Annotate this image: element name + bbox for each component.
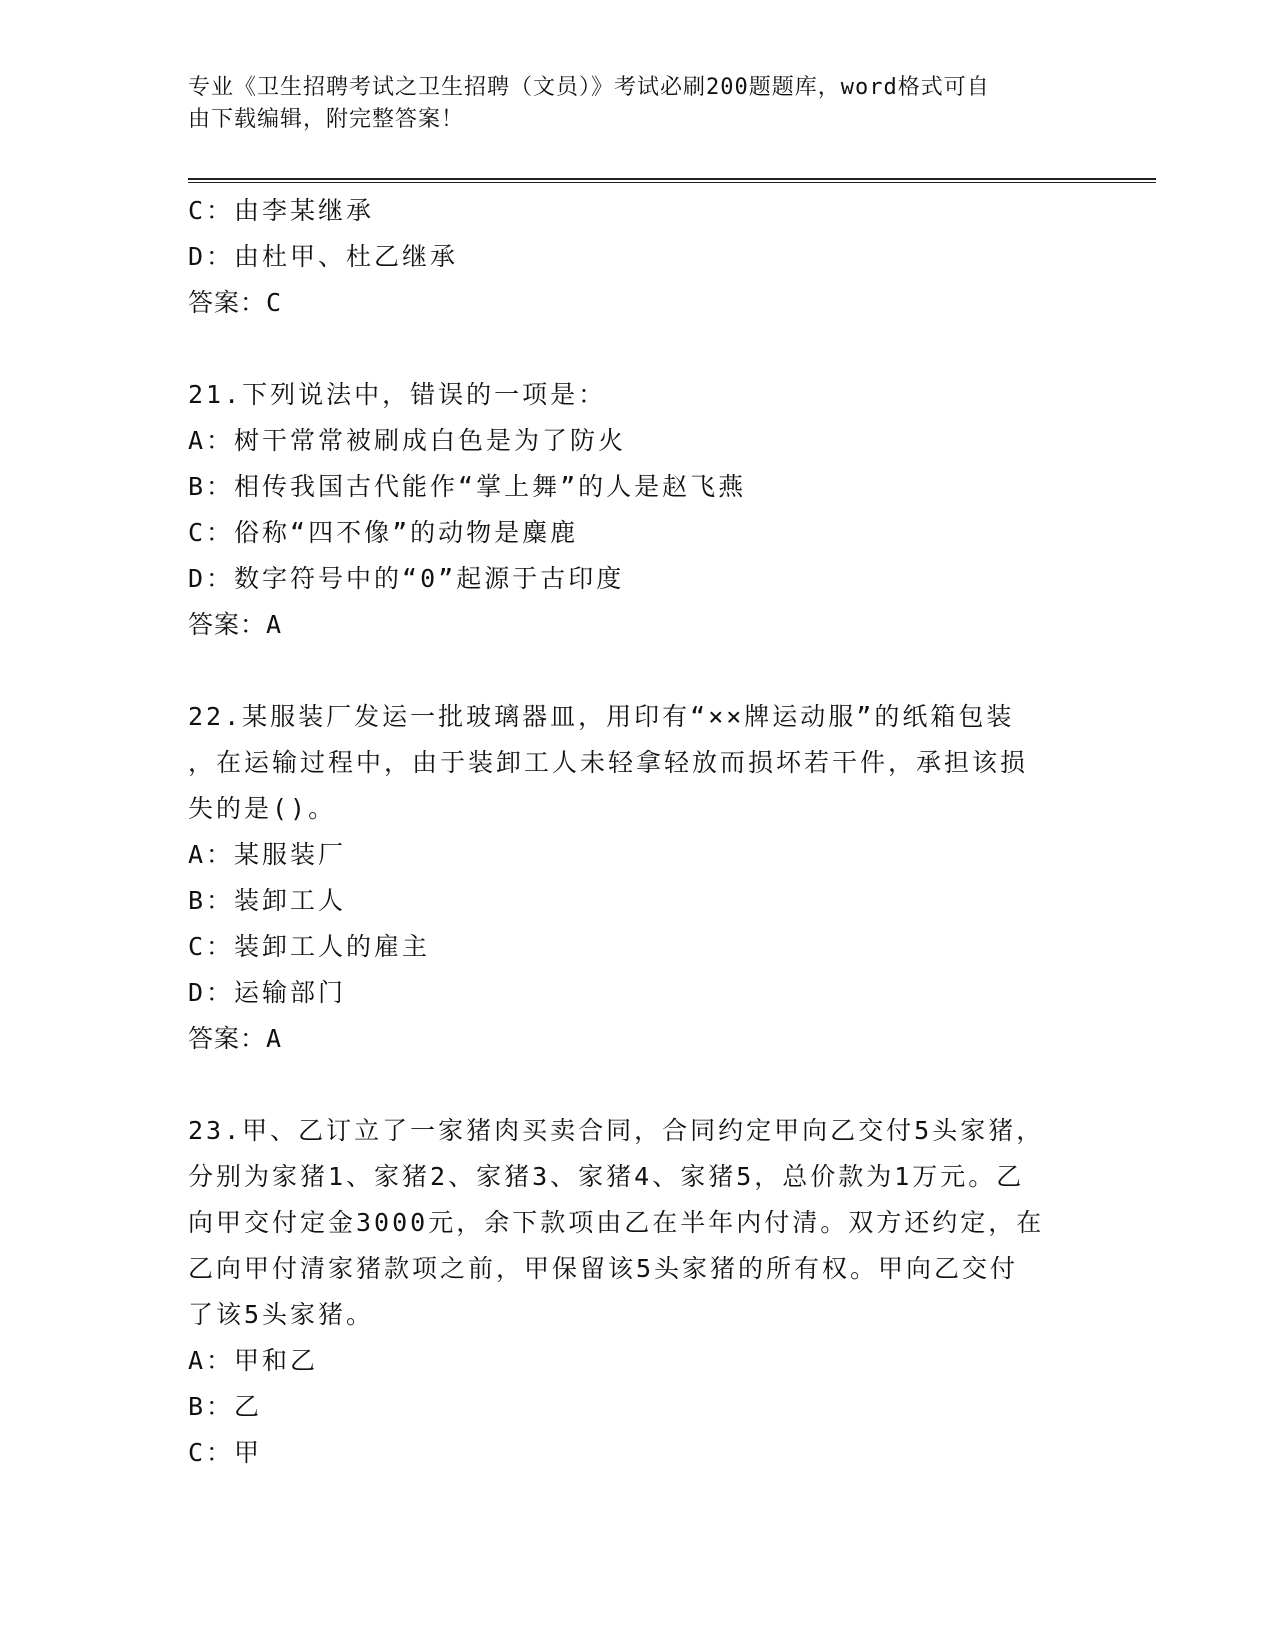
spacer — [188, 1062, 1088, 1108]
option-a: A：树干常常被刷成白色是为了防火 — [188, 426, 627, 455]
question-list — [188, 188, 1088, 1476]
option-b: B：装卸工人 — [188, 886, 347, 915]
header-title-line-2: 由下载编辑，附完整答案！ — [188, 107, 465, 132]
answer-label: 答案：A — [188, 1024, 283, 1053]
question-21 — [188, 372, 1088, 648]
option-d: D：运输部门 — [188, 978, 347, 1007]
question-stem-line-5: 了该5头家猪。 — [188, 1300, 375, 1329]
option-c: C：由李某继承 — [188, 196, 375, 225]
option-c: C：装卸工人的雇主 — [188, 932, 431, 961]
option-d: D：由杜甲、杜乙继承 — [188, 242, 459, 271]
question-23 — [188, 1108, 1088, 1476]
question-stem-line-1: 23.甲、乙订立了一家猪肉买卖合同，合同约定甲向乙交付5头家猪， — [188, 1116, 1045, 1145]
answer-label: 答案：A — [188, 610, 283, 639]
question-stem-line-4: 乙向甲付清家猪款项之前，甲保留该5头家猪的所有权。甲向乙交付 — [188, 1254, 1019, 1283]
option-a: A：甲和乙 — [188, 1346, 319, 1375]
question-stem-line-3: 向甲交付定金3000元，余下款项由乙在半年内付清。双方还约定，在 — [188, 1208, 1045, 1237]
question-stem-line-1: 22.某服装厂发运一批玻璃器皿，用印有“××牌运动服”的纸箱包装 — [188, 702, 1015, 731]
question-stem-line-2: 分别为家猪1、家猪2、家猪3、家猪4、家猪5，总价款为1万元。乙 — [188, 1162, 1025, 1191]
answer-label: 答案：C — [188, 288, 283, 317]
question-stem-line-3: 失的是()。 — [188, 794, 337, 823]
header-title-line-1: 专业《卫生招聘考试之卫生招聘（文员）》考试必刷200题题库，word格式可自 — [188, 75, 990, 100]
option-b: B：乙 — [188, 1392, 263, 1421]
option-a: A：某服装厂 — [188, 840, 347, 869]
spacer — [188, 648, 1088, 694]
option-c: C：俗称“四不像”的动物是麋鹿 — [188, 518, 579, 547]
question-22 — [188, 694, 1088, 1062]
question-stem: 21.下列说法中，错误的一项是： — [188, 380, 607, 409]
option-c: C：甲 — [188, 1438, 263, 1467]
document-header — [188, 72, 1068, 136]
question-20-tail — [188, 188, 1088, 326]
option-b: B：相传我国古代能作“掌上舞”的人是赵飞燕 — [188, 472, 747, 501]
spacer — [188, 326, 1088, 372]
header-divider — [188, 178, 1156, 183]
question-stem-line-2: ，在运输过程中，由于装卸工人未轻拿轻放而损坏若干件，承担该损 — [188, 748, 1029, 777]
option-d: D：数字符号中的“0”起源于古印度 — [188, 564, 625, 593]
